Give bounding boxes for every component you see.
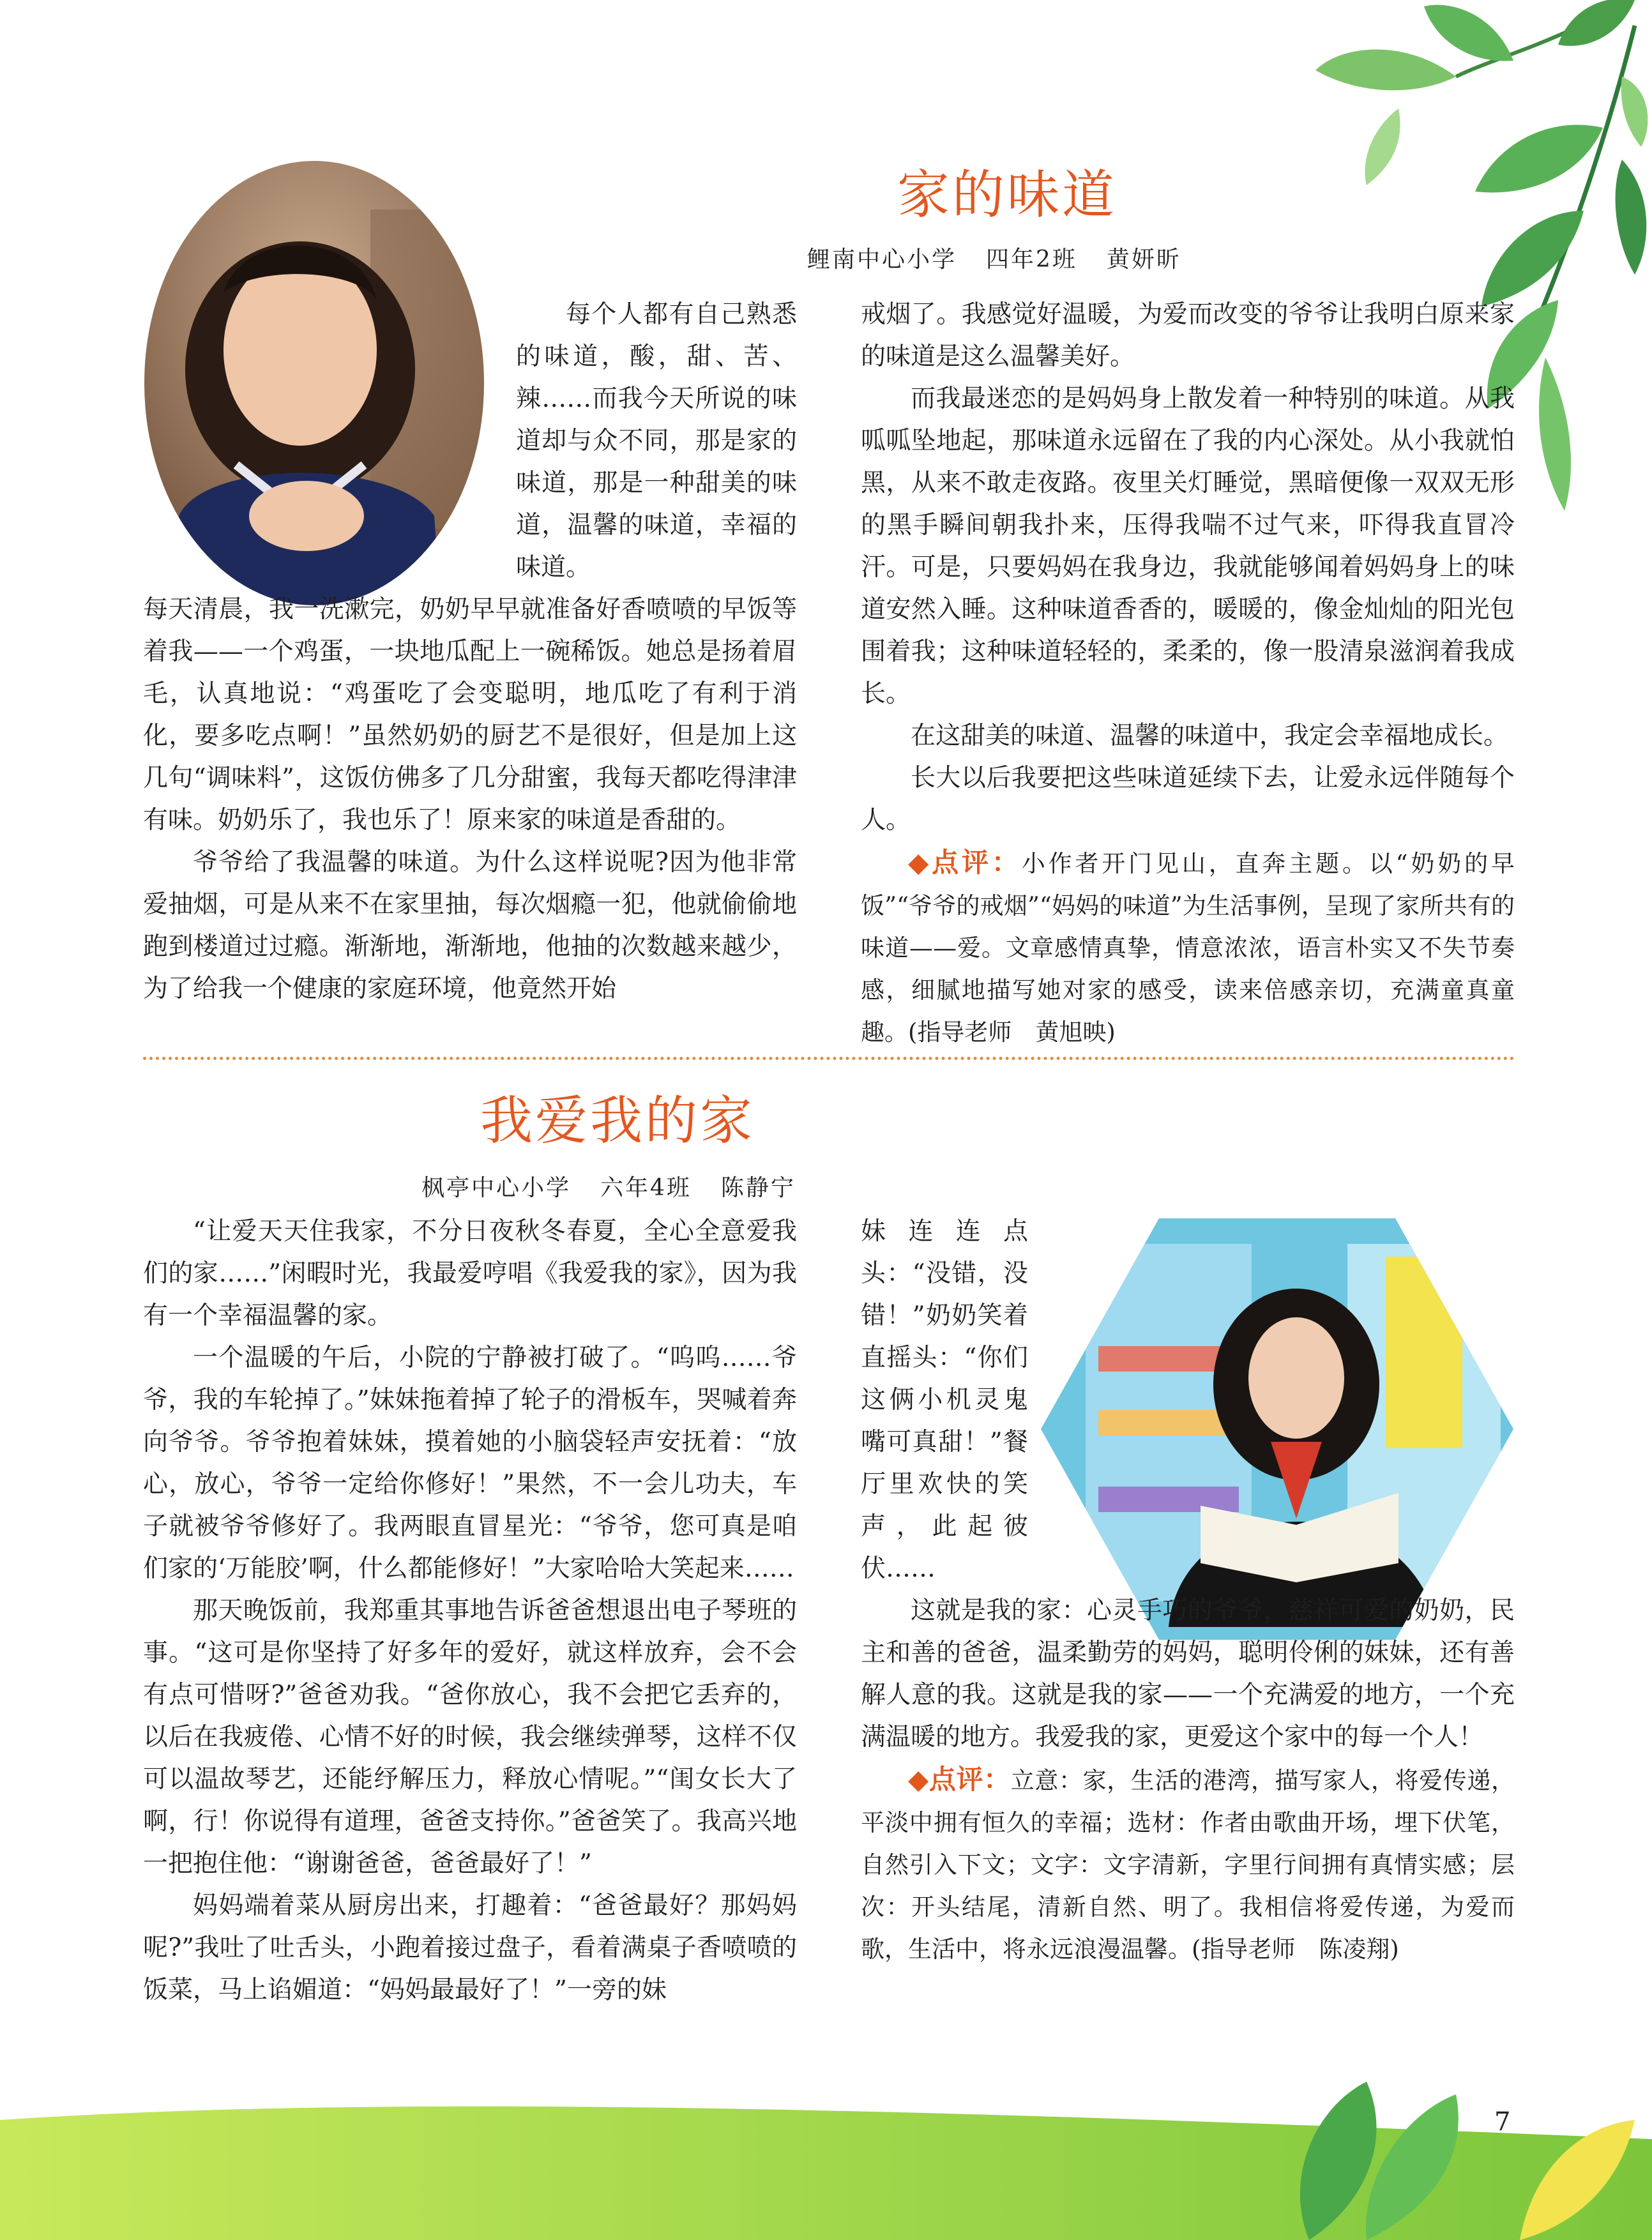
- article2-byline: [421, 1170, 796, 1202]
- article1-paragraph-3: 爷爷给了我温馨的味道。为什么这样说呢?因为他非常爱抽烟，可是从来不在家里抽，每次烟瘾一犯，他就偷偷地跑到楼道过过瘾。渐渐地，渐渐地，他抽的次数越来越少，为了给我一个健康的家庭环境，他竟然开始: [143, 848, 797, 1003]
- article1-paragraph-3-cont: 戒烟了。我感觉好温暖，为爱而改变的爷爷让我明白原来家的味道是这么温馨美好。: [861, 300, 1515, 371]
- article-divider: [143, 1057, 1515, 1060]
- article1-paragraph-5: 在这甜美的味道、温馨的味道中，我定会幸福地成长。: [911, 722, 1509, 750]
- article2-review: [861, 1759, 1515, 1971]
- bottom-wave-decoration: [0, 2069, 1652, 2240]
- article1-paragraph-2: 每天清晨，我一洗漱完，奶奶早早就准备好香喷喷的早饭等着我——一个鸡蛋，一块地瓜配上一碗稀饭。她总是扬着眉毛，认真地说：“鸡蛋吃了会变聪明，地瓜吃了有利于消化，要多吃点啊！”虽然奶奶的厨艺不是很好，但是加上这几句“调味料”，这饭仿佛多了几分甜蜜，我每天都吃得津津有味。奶奶乐了，我也乐了！原来家的味道是香甜的。: [143, 595, 797, 835]
- article1-right-column: [861, 294, 1515, 1054]
- article1-review-text: 小作者开门见山，直奔主题。以“奶奶的早饭”“爷爷的戒烟”“妈妈的味道”为生活事例，呈现了家所共有的味道——爱。文章感情真挚，情意浓浓，语言朴实又不失节奏感，细腻地描写她对家的感受，读来倍感亲切，充满童真童趣。(指导老师 黄旭映): [861, 850, 1515, 1046]
- article1-intro: [516, 294, 797, 589]
- article2-review-text: 立意：家，生活的港湾，描写家人，将爱传递，平淡中拥有恒久的幸福；选材：作者由歌曲开场，埋下伏笔，自然引入下文；文字：文字清新，字里行间拥有真情实感；层次：开头结尾，清新自然、明了。我相信将爱传递，为爱而歌，生活中，将永远浪漫温馨。(指导老师 陈凌翔): [861, 1767, 1515, 1963]
- article2-paragraph-4-cont: 妹连连点头：“没错，没错！”奶奶笑着直摇头：“你们这俩小机灵鬼嘴可真甜！”餐厅里欢快的笑声，此起彼伏……: [861, 1217, 1028, 1583]
- article2-right-column: [861, 1590, 1515, 1971]
- article2-paragraph-2: 一个温暖的午后，小院的宁静被打破了。“呜呜……爷爷，我的车轮掉了。”妹妹拖着掉了轮子的滑板车，哭喊着奔向爷爷。爷爷抱着妹妹，摸着她的小脑袋轻声安抚着：“放心，放心，爷爷一定给你修好！”果然，不一会儿功夫，车子就被爷爷修好了。我两眼直冒星光：“爷爷，您可真是咱们家的‘万能胶’啊，什么都能修好！”大家哈哈大笑起来……: [143, 1343, 797, 1583]
- article1-school: 鲤南中心小学: [807, 246, 957, 273]
- article2-right-narrow: [861, 1211, 1028, 1590]
- article1-paragraph-6: 长大以后我要把这些味道延续下去，让爱永远伴随每个人。: [861, 764, 1515, 835]
- article2-paragraph-3: 那天晚饭前，我郑重其事地告诉爸爸想退出电子琴班的事。“这可是你坚持了好多年的爱好，就这样放弃，会不会有点可惜呀?”爸爸劝我。“爸你放心，我不会把它丢弃的，以后在我疲倦、心情不好的时候，我会继续弹琴，这样不仅可以温故琴艺，还能纾解压力，释放心情呢。”“闺女长大了啊，行！你说得有道理，爸爸支持你。”爸爸笑了。我高兴地一把抱住他：“谢谢爸爸，爸爸最好了！”: [143, 1596, 797, 1878]
- article2-review-label: ◆点评：: [908, 1764, 1011, 1795]
- article1-title: 家的味道: [897, 165, 1118, 225]
- article1-grade: 四年2班: [986, 246, 1077, 273]
- article1-byline: [807, 241, 1181, 274]
- article1-review: [861, 842, 1515, 1054]
- author1-photo: [140, 158, 489, 609]
- article1-left-column-body: [143, 589, 797, 1010]
- article2-left-column: [143, 1211, 797, 2011]
- article2-title: 我爱我的家: [480, 1091, 755, 1151]
- page-number: 7: [1494, 2107, 1511, 2137]
- article2-paragraph-1: “让爱天天住我家，不分日夜秋冬春夏，全心全意爱我们的家……”闲暇时光，我最爱哼唱《我爱我的家》，因为我有一个幸福温馨的家。: [143, 1217, 797, 1330]
- article2-author: 陈静宁: [720, 1175, 796, 1201]
- article1-review-label: ◆点评：: [908, 847, 1022, 878]
- article2-paragraph-4: 妈妈端着菜从厨房出来，打趣着：“爸爸最好？那妈妈呢?”我吐了吐舌头，小跑着接过盘子，看着满桌子香喷喷的饭菜，马上谄媚道：“妈妈最最好了！”一旁的妹: [143, 1891, 797, 2004]
- article1-author: 黄妍昕: [1106, 246, 1181, 273]
- article2-school: 枫亭中心小学: [421, 1175, 572, 1201]
- article2-grade: 六年4班: [600, 1175, 692, 1201]
- article1-intro-paragraph: 每个人都有自己熟悉的味道，酸，甜、苦、辣……而我今天所说的味道却与众不同，那是家的味道，那是一种甜美的味道，温馨的味道，幸福的味道。: [516, 300, 797, 582]
- author2-photo: [1041, 1218, 1513, 1640]
- article2-paragraph-5: 这就是我的家：心灵手巧的爷爷，慈祥可爱的奶奶，民主和善的爸爸，温柔勤劳的妈妈，聪明伶俐的妹妹，还有善解人意的我。这就是我的家——一个充满爱的地方，一个充满温暖的地方。我爱我的家，更爱这个家中的每一个人！: [861, 1596, 1515, 1752]
- article1-paragraph-4: 而我最迷恋的是妈妈身上散发着一种特别的味道。从我呱呱坠地起，那味道永远留在了我的内心深处。从小我就怕黑，从来不敢走夜路。夜里关灯睡觉，黑暗便像一双双无形的黑手瞬间朝我扑来，压得我喘不过气来，吓得我直冒冷汗。可是，只要妈妈在我身边，我就能够闻着妈妈身上的味道安然入睡。这种味道香香的，暖暖的，像金灿灿的阳光包围着我；这种味道轻轻的，柔柔的，像一股清泉滋润着我成长。: [861, 384, 1515, 708]
